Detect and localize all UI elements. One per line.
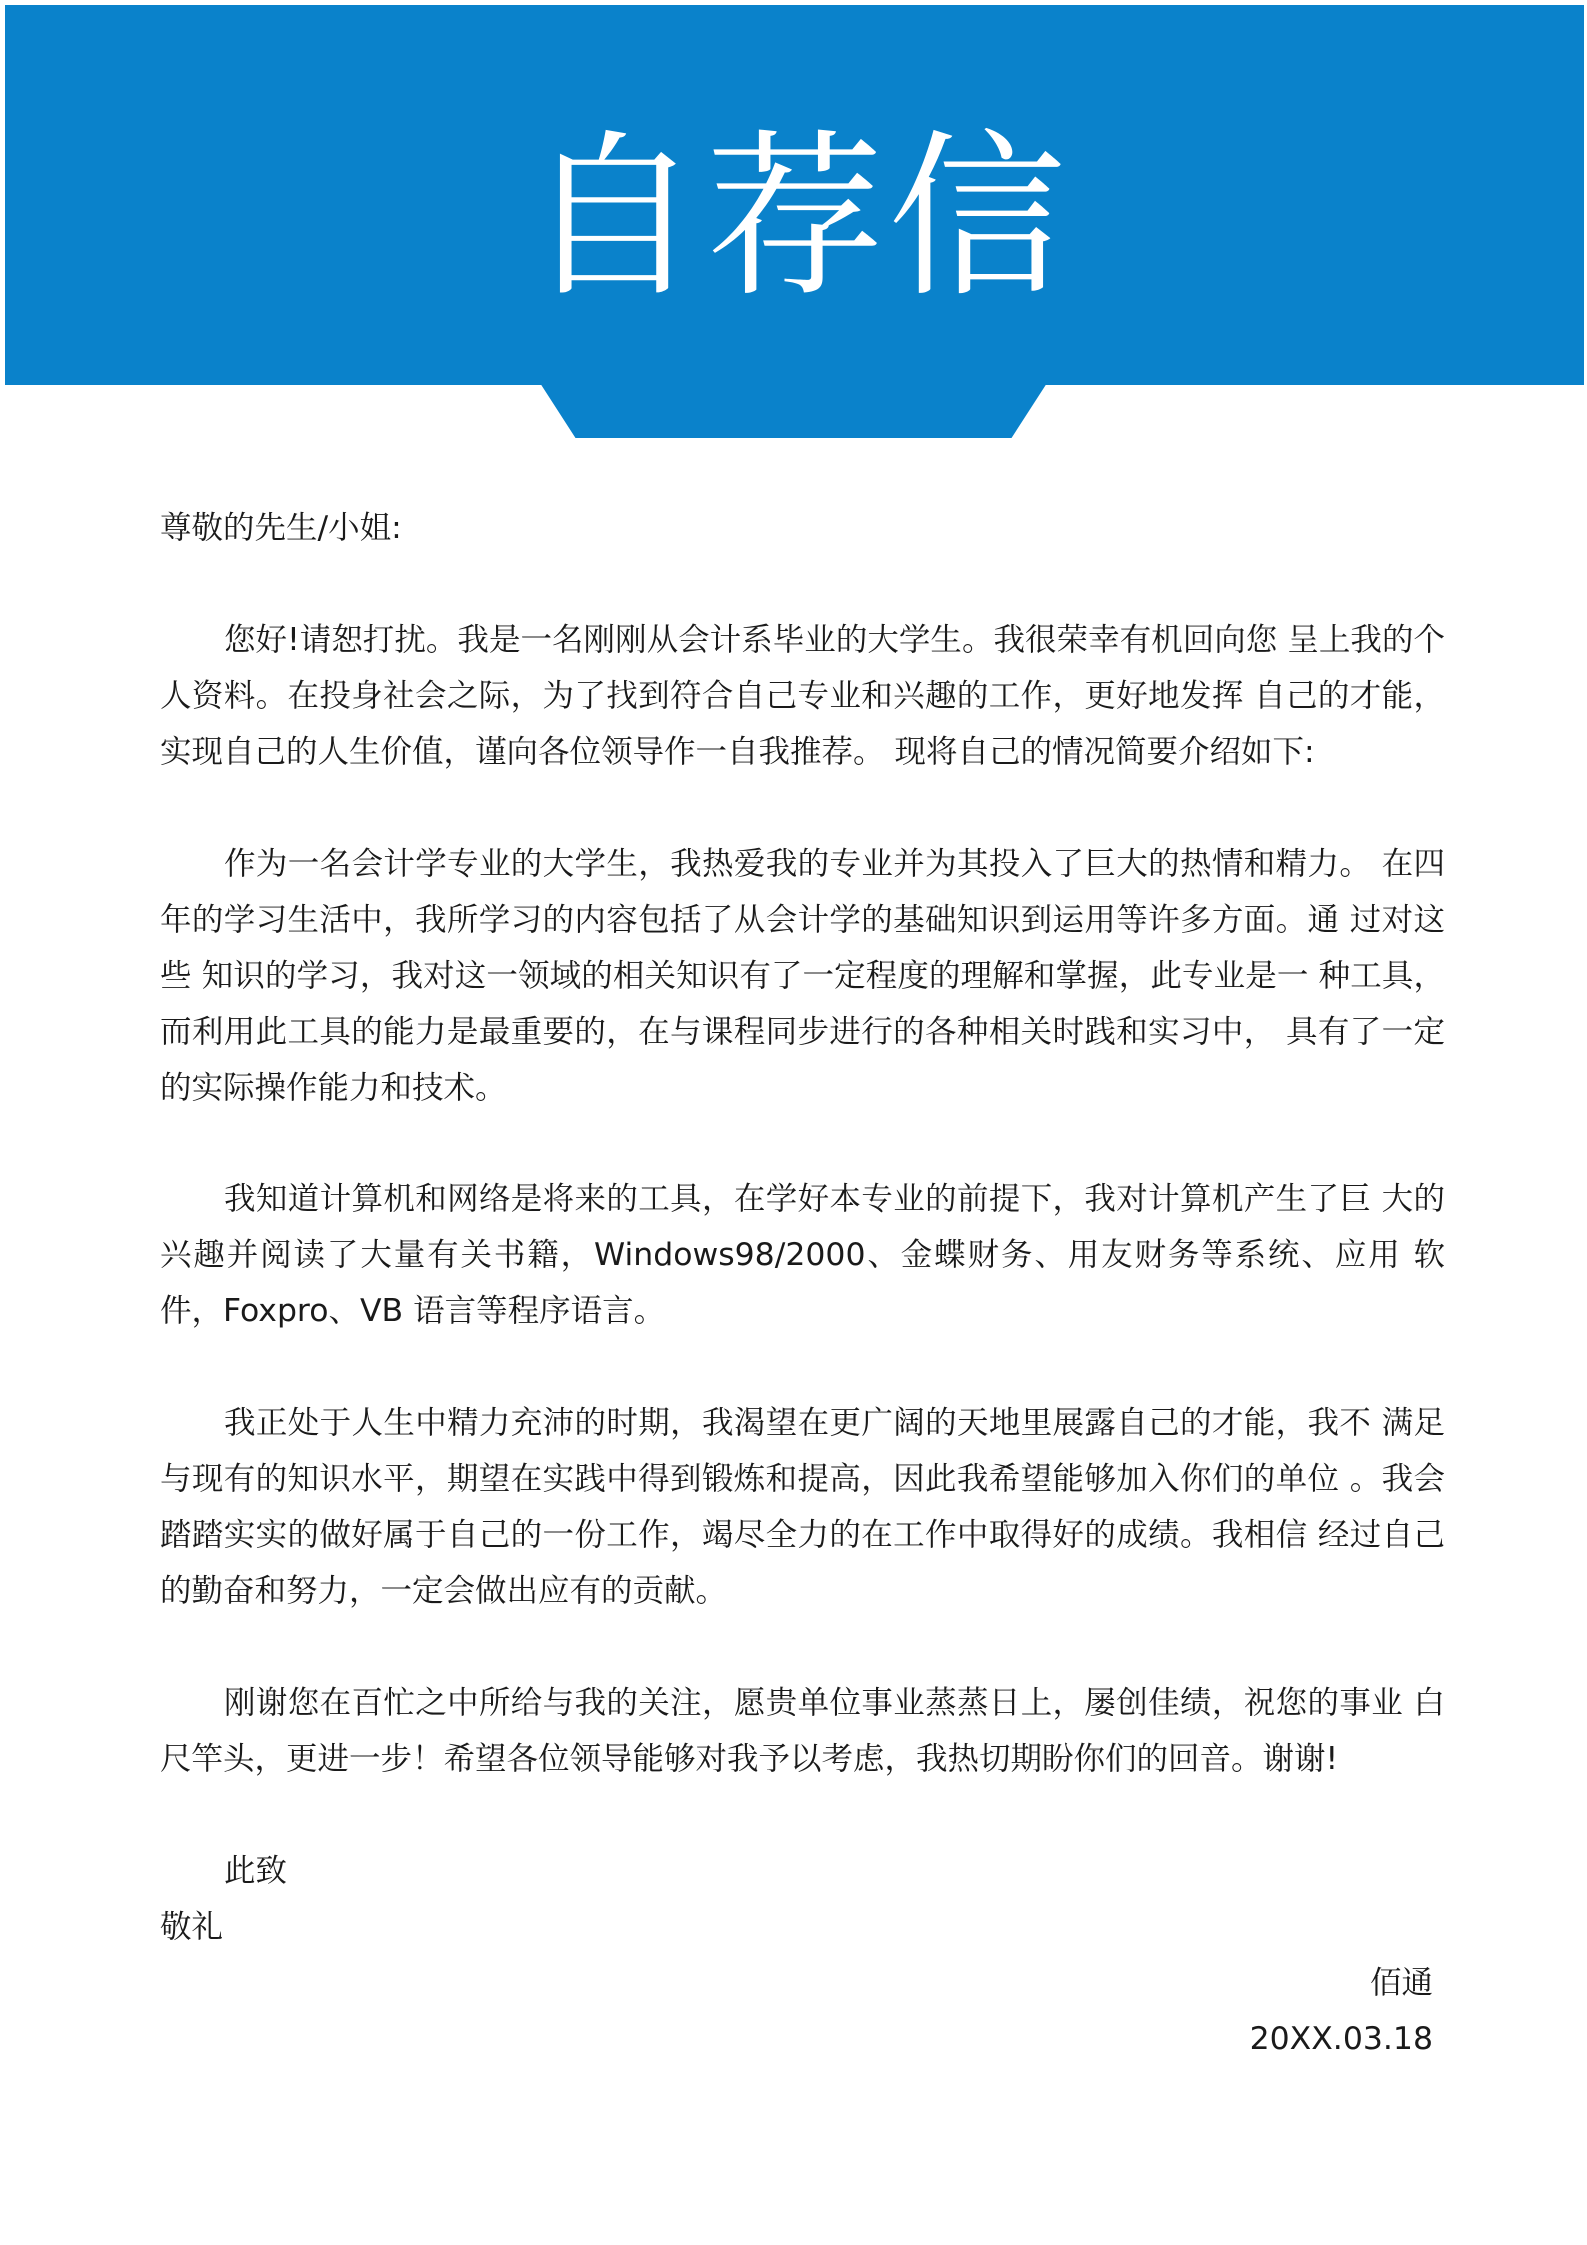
closing-line-2: 敬礼 [160,1909,224,1945]
salutation: 尊敬的先生/小姐: [160,510,402,546]
letter-date: 20XX.03.18 [1249,2021,1433,2057]
paragraph-major: 作为一名会计学专业的大学生，我热爱我的专业并为其投入了巨大的热情和精力。 在四年的学习生活中，我所学习的内容包括了从会计学的基础知识到运用等许多方面。通 过对这些 知识的学习，我对这一领域的相关知识有了一定程度的理解和掌握，此专业是一 种工具，而利用此工具的能力是最重要的，在与课程同步进行的各种相关时践和实习中， 具有了一定的实际操作能力和技术。 [160,846,1445,1106]
paragraph-computer-skills: 我知道计算机和网络是将来的工具，在学好本专业的前提下，我对计算机产生了巨 大的兴趣并阅读了大量有关书籍，Windows98/2000、金蝶财务、用友财务等系统、应用 软件，Foxpro、VB 语言等程序语言。 [160,1181,1445,1329]
header-banner-tab [540,383,1047,438]
signer-name: 佰通 [1369,1965,1433,2001]
paragraph-intro: 您好!请恕打扰。我是一名刚刚从会计系毕业的大学生。我很荣幸有机回向您 呈上我的个人资料。在投身社会之际，为了找到符合自己专业和兴趣的工作，更好地发挥 自己的才能，实现自己的人生价值，谨向各位领导作一自我推荐。 现将自己的情况简要介绍如下: [160,622,1445,770]
closing-line-1: 此致 [224,1853,288,1889]
page-title: 自荐信 [524,114,1070,321]
paragraph-aspiration: 我正处于人生中精力充沛的时期，我渴望在更广阔的天地里展露自己的才能，我不 满足与现有的知识水平，期望在实践中得到锻炼和提高，因此我希望能够加入你们的单位 。我会踏踏实实的做好属于自己的一份工作，竭尽全力的在工作中取得好的成绩。我相信 经过自己的勤奋和努力，一定会做出应有的贡献。 [160,1405,1445,1609]
paragraph-thanks: 刚谢您在百忙之中所给与我的关注，愿贵单位事业蒸蒸日上，屡创佳绩，祝您的事业 白尺竿头，更进一步！希望各位领导能够对我予以考虑，我热切期盼你们的回音。谢谢! [160,1685,1445,1777]
